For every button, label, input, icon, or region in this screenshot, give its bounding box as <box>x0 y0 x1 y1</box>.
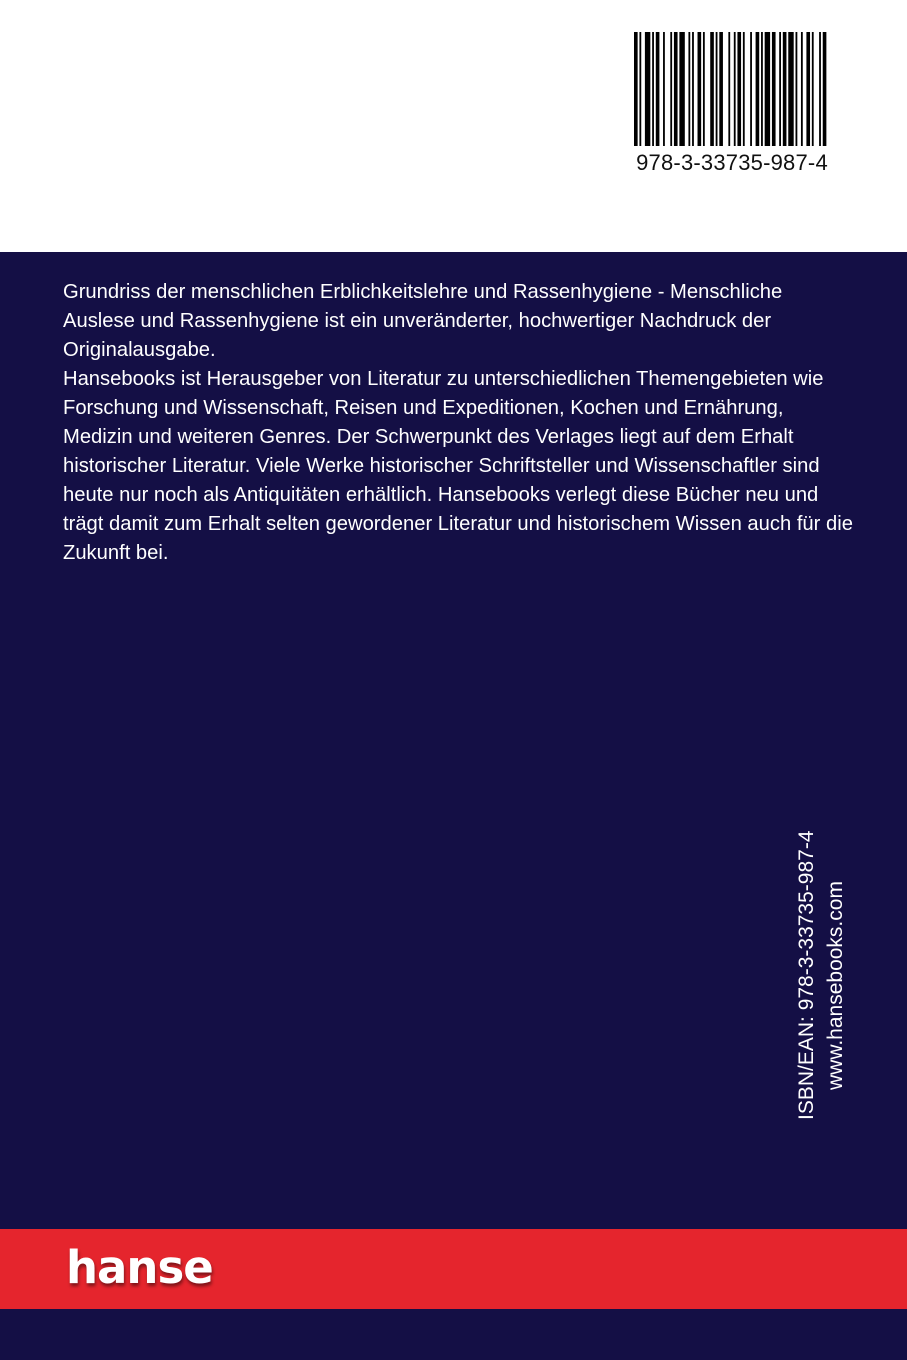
barcode-bar <box>663 32 665 146</box>
hanse-logo: hanse <box>66 1241 213 1294</box>
barcode-bar <box>737 32 741 146</box>
barcode-bar <box>679 32 684 146</box>
barcode-bar <box>645 32 650 146</box>
barcode-bar <box>801 32 803 146</box>
barcode-bar <box>779 32 781 146</box>
barcode-image <box>634 32 830 146</box>
barcode-bar <box>783 32 787 146</box>
barcode-bar <box>806 32 810 146</box>
spine-url-text: www.hansebooks.com <box>824 881 847 1090</box>
barcode-bar <box>692 32 694 146</box>
barcode-bar <box>674 32 678 146</box>
description-paragraph-publisher: Hansebooks ist Herausgeber von Literatur zu unterschiedlichen Themengebieten wie Forschung und Wissenschaft, Reisen und Expeditionen, Kochen und Ernährung, Medizin und weiteren Genres. Der Schwerpunkt des Verlages liegt auf dem Erhalt historischer Literatur. Viele Werke historischer Schriftsteller und Wissenschaftler sind heute nur noch als Antiquitäten erhältlich. Hansebooks verlegt diese Bücher neu und trägt damit zum Erhalt selten gewordener Literatur und historischem Wissen auch für die Zukunft bei. <box>63 368 853 564</box>
barcode-bar <box>788 32 793 146</box>
barcode-bar <box>656 32 660 146</box>
description-paragraph-title: Grundriss der menschlichen Erblichkeitslehre und Rassenhygiene - Menschliche Auslese und Rassenhygiene ist ein unveränderter, hochwertiger Nachdruck der Originalausgabe. <box>63 281 783 361</box>
barcode-bar <box>756 32 760 146</box>
barcode-bar <box>639 32 641 146</box>
barcode-bar <box>688 32 690 146</box>
barcode-bar <box>719 32 723 146</box>
barcode-bar <box>772 32 776 146</box>
barcode-bar <box>812 32 814 146</box>
barcode-bar <box>743 32 745 146</box>
barcode-bar <box>734 32 736 146</box>
barcode-bar <box>670 32 672 146</box>
barcode-bar <box>634 32 638 146</box>
barcode-bar <box>716 32 718 146</box>
barcode-bar <box>698 32 702 146</box>
barcode-bar <box>823 32 827 146</box>
barcode-number: 978-3-33735-987-4 <box>636 150 828 175</box>
barcode-bar <box>703 32 705 146</box>
barcode-bar <box>765 32 770 146</box>
book-description <box>63 278 853 568</box>
barcode-bar <box>710 32 714 146</box>
spine-isbn-text: ISBN/EAN: 978-3-33735-987-4 <box>795 830 818 1120</box>
barcode-bar <box>796 32 798 146</box>
barcode-bar <box>652 32 654 146</box>
barcode-bar <box>761 32 763 146</box>
barcode-bar <box>750 32 752 146</box>
barcode-bar <box>728 32 730 146</box>
barcode-bar <box>819 32 821 146</box>
